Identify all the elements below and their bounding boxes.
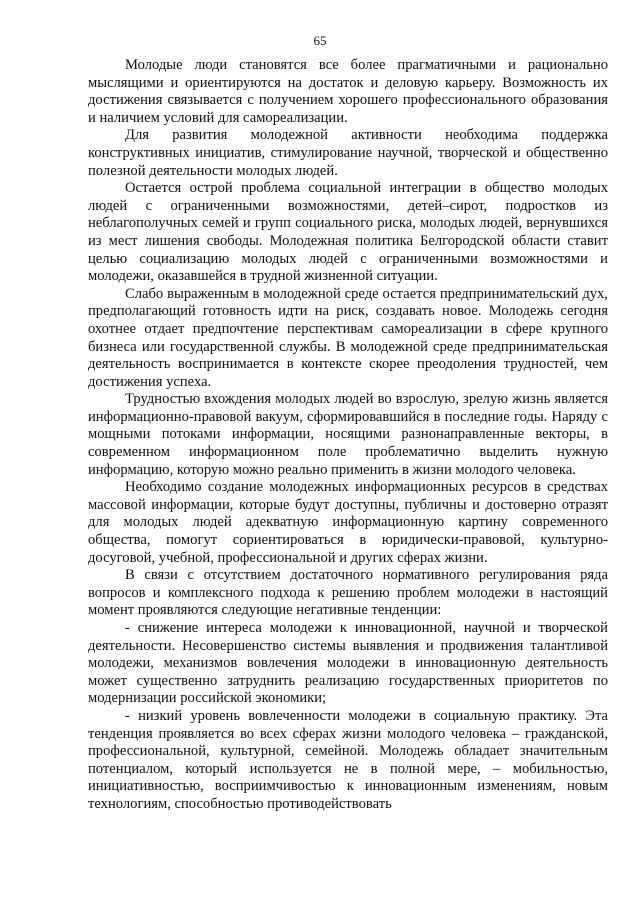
list-item-2: - низкий уровень вовлеченности молодежи в социальную практику. Эта тенденция проявляется во всех сферах жизни молодого человека – гражданской, профессиональной, культурной, семейной. Молодежь обладает значительным потенциалом, который используется не в полной мере, – мобильностью, инициативностью, восприимчивостью к инновационным изменениям, новым технологиям, способностью противодействовать xyxy=(88,707,608,812)
paragraph-2: Для развития молодежной активности необходима поддержка конструктивных инициатив, стимулирование научной, творческой и общественно полезной деятельности молодых людей. xyxy=(88,127,608,179)
page-number: 65 xyxy=(313,33,327,48)
paragraph-6: Необходимо создание молодежных информационных ресурсов в средствах массовой информации, которые будут доступны, публичны и достоверно отразят для молодых людей адекватную информационную картину современного общества, помогут сориентироваться в юридически-правовой, культурно-досуговой, учебной, профессиональной и других сферах жизни. xyxy=(88,479,608,566)
paragraph-5: Трудностью вхождения молодых людей во взрослую, зрелую жизнь является информационно-правовой вакуум, сформировавшийся в последние годы. Наряду с мощными потоками информации, носящими разнонаправленные векторы, в современном информационном поле проблематично выделить нужную информацию, которую можно реально применить в жизни молодого человека. xyxy=(88,391,608,478)
body-text xyxy=(88,57,608,814)
list-item-1: - снижение интереса молодежи к инновационной, научной и творческой деятельности. Несовершенство системы выявления и продвижения талантливой молодежи, механизмов вовлечения молодежи в инновационную деятельность может существенно затруднить реализацию государственных приоритетов по модернизации российской экономики; xyxy=(88,620,608,707)
paragraph-7: В связи с отсутствием достаточного нормативного регулирования ряда вопросов и комплексного подхода к решению проблем молодежи в настоящий момент проявляются следующие негативные тенденции: xyxy=(88,567,608,619)
paragraph-3: Остается острой проблема социальной интеграции в общество молодых людей с ограниченными возможностями, детей–сирот, подростков из неблагополучных семей и групп социального риска, молодых людей, вернувшихся из мест лишения свободы. Молодежная политика Белгородской области ставит целью социализацию молодых людей с ограниченными возможностями и молодежи, оказавшейся в трудной жизненной ситуации. xyxy=(88,180,608,285)
paragraph-4: Слабо выраженным в молодежной среде остается предпринимательский дух, предполагающий готовность идти на риск, создавать новое. Молодежь сегодня охотнее отдает предпочтение перспективам самореализации в сфере крупного бизнеса или государственной службы. В молодежной среде предпринимательская деятельность воспринимается в контексте скорее преодоления трудностей, чем достижения успеха. xyxy=(88,285,608,390)
paragraph-1: Молодые люди становятся все более прагматичными и рационально мыслящими и ориентируются на достаток и деловую карьеру. Возможность их достижения связывается с получением хорошего профессионального образования и наличием условий для самореализации. xyxy=(88,57,608,126)
